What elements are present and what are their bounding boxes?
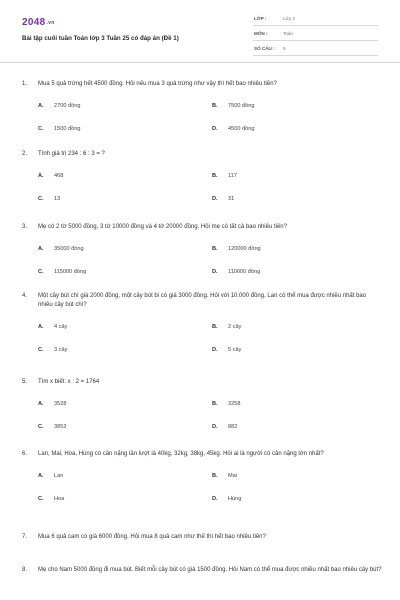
option-c[interactable]: [38, 126, 80, 132]
option-text: 2700 đồng: [54, 103, 81, 110]
meta-value: Lớp 3: [283, 16, 295, 21]
option-b[interactable]: [212, 473, 237, 479]
option-a[interactable]: [38, 324, 67, 330]
option-letter: C.: [38, 196, 44, 203]
option-text: Hùng: [228, 496, 242, 503]
question-number: 7.: [22, 534, 28, 540]
question-text: Lan, Mai, Hoa, Hùng có cân nặng lần lượt là 40kg, 32kg, 38kg, 45kg. Hỏi ai là người có cân nặng lớn nhất?: [38, 451, 324, 457]
option-text: 31: [228, 196, 235, 203]
option-d[interactable]: [212, 196, 234, 202]
question-stem: [22, 80, 382, 89]
option-letter: D.: [212, 126, 218, 133]
option-c[interactable]: [38, 496, 64, 502]
question-4: [22, 292, 382, 353]
option-a[interactable]: [38, 246, 84, 252]
option-b[interactable]: [212, 103, 254, 109]
option-b[interactable]: [212, 246, 261, 252]
option-letter: B.: [212, 473, 218, 480]
question-number: 1.: [22, 81, 28, 87]
option-b[interactable]: [212, 173, 237, 179]
option-letter: B.: [212, 173, 218, 180]
question-2: [22, 150, 382, 203]
meta-row-class: [253, 14, 378, 26]
option-letter: D.: [212, 269, 218, 276]
meta-key: SỐ CÂU :: [254, 46, 275, 51]
option-text: 3 cây: [54, 346, 68, 353]
question-text: Mẹ cho Nam 5000 đồng đi mua bút. Biết mỗi cây bút có giá 1500 đồng. Hỏi Nam có thể mua được nhiều nhất bao nhiêu cây bút?: [38, 567, 382, 573]
option-letter: D.: [212, 196, 218, 203]
option-a[interactable]: [38, 173, 63, 179]
option-letter: A.: [38, 103, 44, 110]
question-8: [22, 566, 382, 575]
question-text: Mẹ có 2 tờ 5000 đồng, 3 tờ 10000 đồng và 4 tờ 20000 đồng. Hỏi mẹ có tất cả bao nhiêu tiền?: [38, 224, 287, 230]
option-letter: C.: [38, 424, 44, 431]
option-text: 882: [228, 424, 238, 431]
option-text: 120000 đồng: [228, 246, 261, 253]
option-text: 5 cây: [228, 346, 242, 353]
option-letter: B.: [212, 401, 218, 408]
meta-key: LỚP :: [254, 16, 267, 21]
option-text: 468: [54, 173, 64, 180]
option-b[interactable]: [212, 401, 240, 407]
option-d[interactable]: [212, 496, 241, 502]
meta-row-subject: [253, 29, 378, 41]
option-text: 117: [228, 173, 237, 180]
question-5: [22, 378, 382, 431]
question-text: Tính giá trị 234 : 6 : 3 = ?: [38, 151, 105, 157]
question-3: [22, 223, 382, 276]
meta-value: 9: [283, 46, 286, 51]
option-letter: B.: [212, 246, 218, 253]
option-b[interactable]: [212, 324, 241, 330]
option-letter: D.: [212, 424, 218, 431]
question-text: Tìm x biết: x : 2 = 1764: [38, 379, 100, 385]
option-text: 2 cây: [228, 323, 242, 330]
question-text: Một cây bút chì giá 2000 đồng, một cây bút bi có giá 3000 đồng. Hỏi với 10.000 đồng, Lan có thể mua được nhiều nhất bao nhiêu cây bút chì?: [38, 293, 367, 309]
meta-row-question-count: [253, 44, 378, 56]
logo-text: 2048: [22, 17, 46, 28]
option-letter: C.: [38, 496, 44, 503]
option-text: 35000 đồng: [54, 246, 84, 253]
option-letter: A.: [38, 473, 44, 480]
option-text: 110000 đồng: [228, 269, 261, 276]
site-logo[interactable]: [22, 17, 55, 28]
question-number: 8.: [22, 567, 28, 573]
meta-key: MÔN :: [254, 31, 268, 36]
option-letter: A.: [38, 173, 44, 180]
question-7: [22, 533, 382, 542]
option-text: 3258: [228, 401, 241, 408]
question-number: 4.: [22, 293, 28, 299]
option-text: 115000 đồng: [54, 269, 87, 276]
option-text: 7500 đồng: [228, 103, 255, 110]
option-letter: C.: [38, 346, 44, 353]
option-a[interactable]: [38, 103, 80, 109]
option-d[interactable]: [212, 347, 241, 353]
option-a[interactable]: [38, 401, 66, 407]
option-d[interactable]: [212, 126, 254, 132]
option-text: 3852: [54, 424, 67, 431]
question-6: [22, 450, 382, 503]
option-d[interactable]: [212, 269, 260, 275]
question-stem: [22, 566, 382, 575]
question-stem: [22, 533, 382, 542]
logo-suffix: .vn: [46, 20, 55, 26]
option-text: Mai: [228, 473, 238, 480]
header-divider: [0, 62, 400, 63]
option-letter: B.: [212, 103, 218, 110]
option-text: Lan: [54, 473, 64, 480]
question-text: Mua 6 quả cam có giá 6000 đồng. Hỏi mua 8 quả cam như thế thì hết bao nhiêu tiền?: [38, 534, 266, 540]
option-letter: C.: [38, 126, 44, 133]
option-c[interactable]: [38, 196, 60, 202]
option-letter: A.: [38, 323, 44, 330]
option-letter: A.: [38, 246, 44, 253]
option-c[interactable]: [38, 269, 86, 275]
option-text: 4500 đồng: [228, 126, 255, 133]
question-stem: [22, 223, 382, 232]
option-text: Hoa: [54, 496, 65, 503]
worksheet-header: [0, 0, 400, 70]
meta-value: Toán: [283, 31, 293, 36]
option-text: 3528: [54, 401, 67, 408]
option-c[interactable]: [38, 347, 67, 353]
option-letter: A.: [38, 401, 44, 408]
option-letter: C.: [38, 269, 44, 276]
question-number: 3.: [22, 224, 28, 230]
question-stem: [22, 378, 382, 387]
question-number: 6.: [22, 451, 28, 457]
option-text: 13: [54, 196, 61, 203]
question-text: Mua 5 quả trứng hết 4500 đồng. Hỏi nếu mua 3 quả trứng như vậy thì hết bao nhiêu tiền?: [38, 81, 277, 87]
question-stem: [22, 450, 382, 459]
option-text: 4 cây: [54, 323, 68, 330]
option-letter: D.: [212, 496, 218, 503]
option-a[interactable]: [38, 473, 63, 479]
option-letter: D.: [212, 346, 218, 353]
question-number: 5.: [22, 379, 28, 385]
question-1: [22, 80, 382, 133]
question-stem: [22, 292, 382, 311]
option-text: 1500 đồng: [54, 126, 81, 133]
option-d[interactable]: [212, 424, 237, 430]
question-number: 2.: [22, 151, 28, 157]
option-c[interactable]: [38, 424, 66, 430]
worksheet-title: Bài tập cuối tuần Toán lớp 3 Tuần 25 có đáp án (Đề 1): [22, 35, 179, 42]
option-letter: B.: [212, 323, 218, 330]
question-stem: [22, 150, 382, 159]
